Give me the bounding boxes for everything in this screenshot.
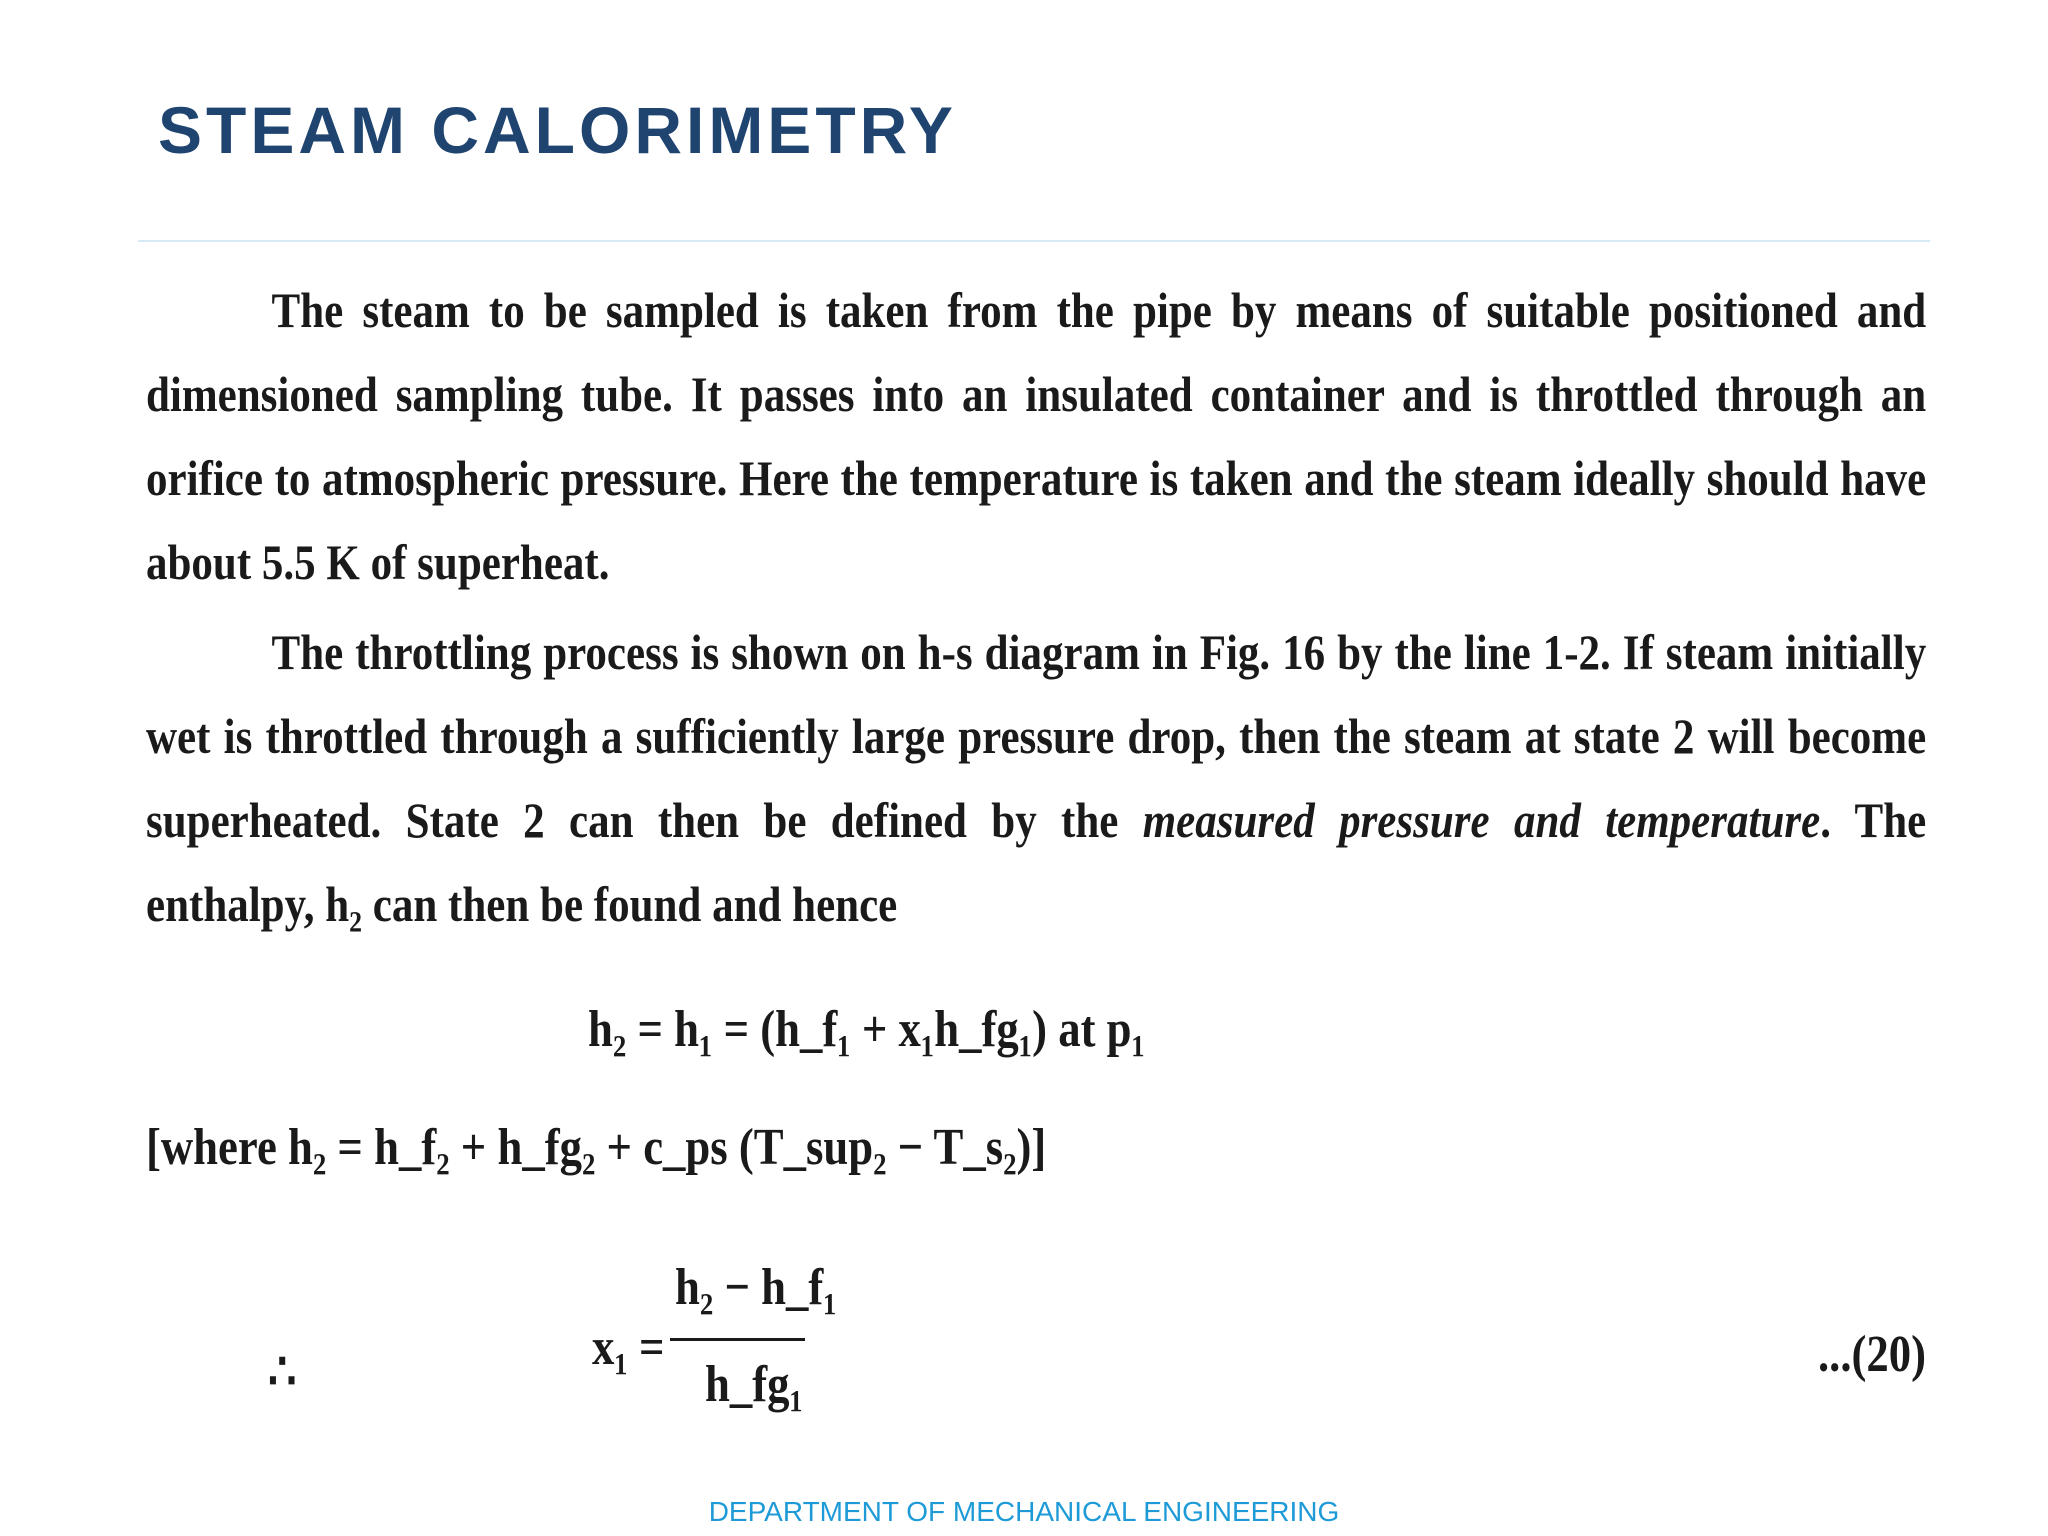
footer-department: DEPARTMENT OF MECHANICAL ENGINEERING: [708, 1496, 1340, 1527]
therefore-symbol: ∴: [268, 1344, 297, 1401]
equation-1: [588, 1000, 1145, 1059]
equation-2: [146, 1118, 1046, 1177]
slide-title: STEAM CALORIMETRY: [158, 93, 957, 167]
equation-2-text: [where h₂ = h_f₂ + h_fg₂ + c_ps (T_sup₂ − T_s₂)]: [146, 1119, 1047, 1176]
equation-1-text: h₂ = h₁ = (h_f₁ + x₁h_fg₁) at p₁: [588, 1001, 1145, 1058]
paragraph-2-end: can then be found and hence: [362, 876, 898, 932]
paragraph-2-text: The throttling process is shown on h-s diagram in Fig. 16 by the line 1-2. If steam initially wet is throttled through a sufficiently large pressure drop, then the steam at state 2 will become superheated. State 2 can then be defined by the: [146, 624, 1927, 848]
equation-3-numerator: h₂ − h_f₁: [675, 1259, 837, 1316]
paragraph-2-italic: measured pressure and temperature: [1142, 792, 1821, 848]
paragraph-2: [146, 610, 1926, 965]
equation-number: ...(20): [1818, 1326, 1927, 1383]
paragraph-1: [146, 268, 1926, 604]
fraction-bar: [670, 1338, 805, 1341]
equation-3-lhs: x₁ =: [592, 1319, 665, 1376]
paragraph-2-subscript: 2: [349, 905, 363, 939]
paragraph-2-tail: . The enthalpy, h: [146, 792, 1927, 932]
title-divider: [138, 240, 1930, 242]
equation-3-denominator: h_fg₁: [705, 1356, 803, 1413]
body-text: [146, 268, 1926, 971]
paragraph-1-text: The steam to be sampled is taken from the pipe by means of suitable positioned and dimensioned sampling tube. It passes into an insulated container and is throttled through an orifice to atmospheric pressure. Here the temperature is taken and the steam ideally should have about 5.5 K of superheat.: [146, 282, 1927, 590]
